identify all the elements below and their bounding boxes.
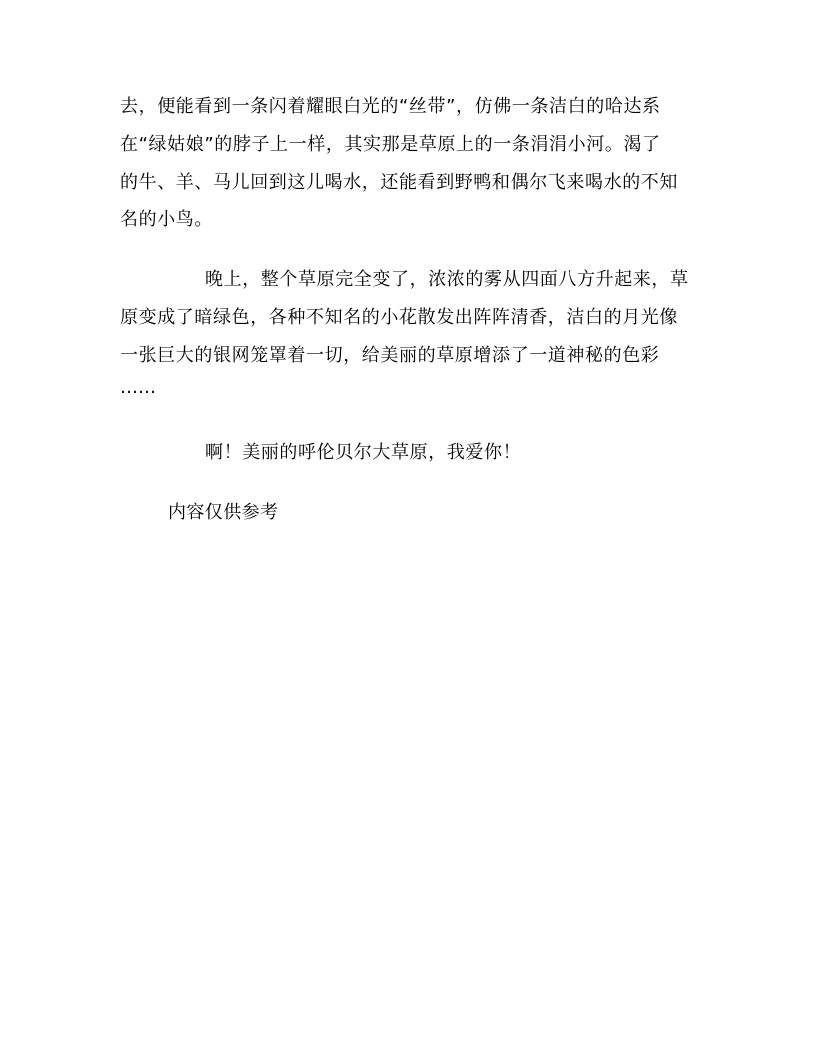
paragraph-2-line-2: 原变成了暗绿色，各种不知名的小花散发出阵阵清香，洁白的月光像 xyxy=(120,307,678,328)
paragraph-2-line-1: 晚上，整个草原完全变了，浓浓的雾从四面八方升起来，草 xyxy=(205,269,689,290)
paragraph-2-line-3: 一张巨大的银网笼罩着一切，给美丽的草原增添了一道神秘的色彩 xyxy=(120,345,660,366)
paragraph-2-line-4: …… xyxy=(120,377,156,398)
paragraph-1-line-4: 名的小鸟。 xyxy=(120,209,213,230)
paragraph-1-line-1: 去，便能看到一条闪着耀眼白光的“丝带”，仿佛一条洁白的哈达系 xyxy=(120,96,661,117)
paragraph-1-line-2: 在“绿姑娘”的脖子上一样，其实那是草原上的一条涓涓小河。渴了 xyxy=(120,134,661,155)
footer-note: 内容仅供参考 xyxy=(168,502,279,523)
paragraph-1-line-3: 的牛、羊、马儿回到这儿喝水，还能看到野鸭和偶尔飞来喝水的不知 xyxy=(120,172,678,193)
paragraph-3-line-1: 啊！美丽的呼伦贝尔大草原，我爱你！ xyxy=(205,442,522,463)
